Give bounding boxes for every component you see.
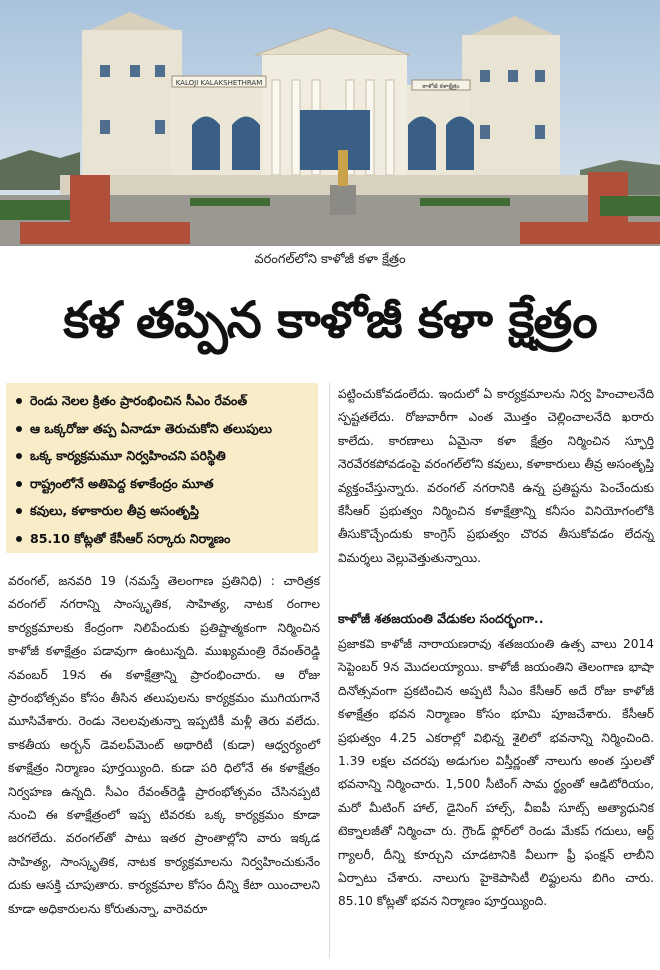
highlight-item: 85.10 కోట్లతో కేసీఆర్ సర్కారు నిర్మాణం [16,525,312,553]
building-sign-telugu: కాళోజీ కళాక్షేత్రం [422,83,460,90]
headline: కళ తప్పిన కాళోజీ కళా క్షేత్రం [63,291,597,349]
body-paragraph: పట్టించుకోవడంలేదు. ఇందులో ఏ కార్యక్రమాలను నిర్వ హించాలనేది స్పష్టతలేదు. రోజువారీగా ఎంత మొత్తం చెల్లించాలనేది ఖరారు కాలేదు. కారణాలు ఏమైనా కళా క్షేత్రం నిర్మించిన స్ఫూర్తి నెరవేరకపోవడంపై వరంగల్‌లోని కవులు, కళాకారులు తీవ్ర అసంతృప్తి వ్యక్తంచేస్తున్నారు. వరంగల్ నగరానికి ఉన్న ప్రతిష్టను పెంచేందుకు కేసీఆర్ ప్రభుత్వం నిర్మించిన కళాక్షేత్రాన్ని కనీసం వినియోగంలోకి తీసుకొచ్చేందుకు కాంగ్రెస్ ప్రభుత్వం చొరవ తీసుకోవడం లేదన్న విమర్శలు వెల్లువెత్తుతున్నాయి. [338,387,654,565]
article-body-right-bottom [338,633,654,914]
photo-caption-bar [0,246,660,276]
section-subhead: కాళోజీ శతజయంతి వేడుకల సందర్భంగా.. [338,611,544,626]
column-divider [329,383,330,958]
highlight-item: కవులు, కళాకారుల తీవ్ర అసంతృప్తి [16,497,312,525]
highlight-item: రెండు నెలల క్రితం ప్రారంభించిన సీఎం రేవంత్ [16,387,312,415]
highlights-box [6,383,318,553]
body-paragraph: ప్రజాకవి కాళోజీ నారాయణరావు శతజయంతి ఉత్స వాలు 2014 సెప్టెంబర్ 9న మొదలయ్యాయి. కాళోజీ జయంతిని తెలంగాణ భాషా దినోత్సవంగా ప్రకటించిన అప్పటి సీఎం కేసీఆర్ అదే రోజు కాళోజీ కళాక్షేత్రం భవన నిర్మాణం కోసం భూమి పూజచేశారు. కేసీఆర్ ప్రభుత్వం 4.25 ఎకరాల్లో విభిన్న శైలిలో భవనాన్ని నిర్మించింది. 1.39 లక్షల చదరపు అడుగుల విస్తీర్ణంతో నాలుగు అంత స్తులతో భవనాన్ని నిర్మించారు. 1,500 సీటింగ్ సామ ర్థ్యంతో ఆడిటోరియం, మరో మీటింగ్ హాల్, డైనింగ్ హాల్స్, వీఐపీ సూట్స్ అత్యాధునిక టెక్నాలజీతో నిర్మించా రు. గ్రౌండ్ ఫ్లోర్‌లో రెండు మేకప్ గదులు, ఆర్ట్ గ్యాలరీ, దీన్ని కూర్చుని చూడటానికి వీలుగా ఫ్రీ ఫంక్షన్ లాబీని ఏర్పాటు చేశారు. నాలుగు హైకెపాసిటీ లిఫ్టులను బిగిం చారు. 85.10 కోట్లతో భవన నిర్మాణం పూర్తయ్యింది. [338,637,654,909]
building-sign: KALOJI KALAKSHETHRAM [175,79,263,87]
highlight-item: ఒక్క కార్యక్రమమూ నిర్వహించని పరిస్థితి [16,442,312,470]
highlight-item: ఆ ఒక్కరోజు తప్ప ఏనాడూ తెరుచుకోని తలుపులు [16,415,312,443]
photo-caption: వరంగల్‌లోని కాళోజీ కళా క్షేత్రం [254,252,406,267]
highlight-item: రాష్ట్రంలోనే అతిపెద్ద కళాకేంద్రం మూత [16,470,312,498]
body-paragraph: వరంగల్, జనవరి 19 (నమస్తే తెలంగాణ ప్రతినిధి) : చారిత్రక వరంగల్ నగరాన్ని సాంస్కృతిక, సాహిత్య, నాటక రంగాల కార్యక్రమాలకు కేంద్రంగా నిలిపేందుకు ప్రతిష్టాత్మకంగా నిర్మించిన కాళోజీ కళాక్షేత్రం పడావుగా ఉంటున్నది. ముఖ్యమంత్రి రేవంత్‌రెడ్డి నవంబర్ 19న ఈ కళాక్షేత్రాన్ని ప్రారంభించారు. ఆ రోజు ప్రారంభోత్సవం కోసం తీసిన తలుపులను కార్యక్రమం ముగియగానే మూసివేశారు. రెండు నెలలవుతున్నా ఇప్పటికీ మళ్లీ తెరు వలేదు. కాకతీయ అర్బన్ డెవలప్‌మెంట్ అథారిటీ (కుడా) ఆధ్వర్యంలో కళాక్షేత్రం నిర్మాణం పూర్తయ్యింది. కుడా పరి ధిలోనే ఈ కళాక్షేత్రం నిర్వహణ ఉన్నది. సీఎం రేవంత్‌రెడ్డి ప్రారంభోత్సవం చేసినప్పటి నుంచి ఈ కళాక్షేత్రంలో ఇప్ప టివరకు ఒక్క కార్యక్రమం కూడా జరగలేదు. వరంగల్‌తో పాటు ఇతర ప్రాంతాల్లోని వారు ఇక్కడ సాహిత్య, సాంస్కృతిక, నాటక కార్యక్రమాలను నిర్వహించుకునేం దుకు ఆసక్తి చూపుతారు. కార్యక్రమాల కోసం దీన్ని కేటా యించాలని కూడా అధికారులను కోరుతున్నా, వారెవరూ [8,574,320,916]
highlights-list [6,383,318,552]
building-photo [0,0,660,246]
article-body-left [8,570,320,921]
article-body-right-top [338,383,654,570]
